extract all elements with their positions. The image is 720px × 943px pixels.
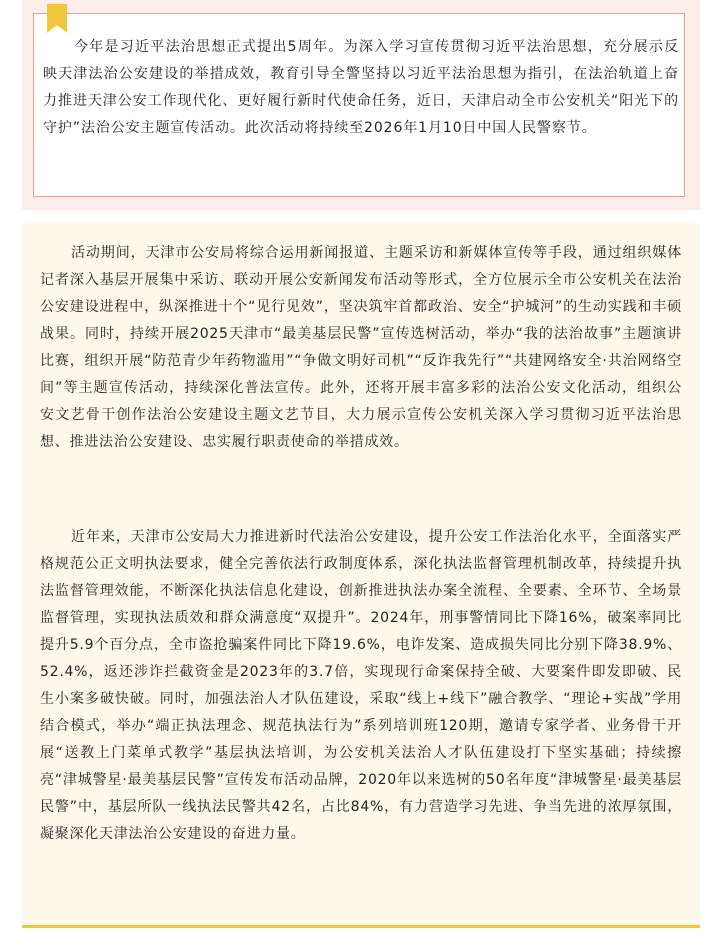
- intro-paragraph: 今年是习近平法治思想正式提出5周年。为深入学习宣传贯彻习近平法治思想，充分展示反映天津法治公安建设的举措成效，教育引导全警坚持以习近平法治思想为指引，在法治轨道上奋力推进天津公安工作现代化、更好履行新时代使命任务，近日，天津启动全市公安机关“阳光下的守护”法治公安主题宣传活动。此次活动将持续至2026年1月10日中国人民警察节。: [43, 39, 679, 136]
- bottom-divider: [22, 925, 700, 928]
- body-paragraph-activities: 活动期间，天津市公安局将综合运用新闻报道、主题采访和新媒体宣传等手段，通过组织媒体记者深入基层开展集中采访、联动开展公安新闻发布活动等形式，全方位展示全市公安机关在法治公安建设进程中，纵深推进十个“见行见效”，坚决筑牢首都政治、安全“护城河”的生动实践和丰硕战果。同时，持续开展2025天津市“最美基层民警”宣传选树活动，举办“我的法治故事”主题演讲比赛，组织开展“防范青少年药物滥用”“争做文明好司机”“反诈我先行”“共建网络安全·共治网络空间”等主题宣传活动，持续深化普法宣传。此外，还将开展丰富多彩的法治公安文化活动，组织公安文艺骨干创作法治公安建设主题文艺节目，大力展示宣传公安机关深入学习贯彻习近平法治思想、推进法治公安建设、忠实履行职责使命的举措成效。: [40, 245, 682, 450]
- body-paragraph-achievements: 近年来，天津市公安局大力推进新时代法治公安建设，提升公安工作法治化水平，全面落实严格规范公正文明执法要求，健全完善依法行政制度体系，深化执法监督管理机制改革，持续提升执法监督管理效能，不断深化执法信息化建设，创新推进执法办案全流程、全要素、全环节、全场景监督管理，实现执法质效和群众满意度“双提升”。2024年，刑事警情同比下降16%，破案率同比提升5.9个百分点，全市盗抢骗案件同比下降19.6%，电诈发案、造成损失同比分别下降38.9%、52.4%，返还涉诈拦截资金是2023年的3.7倍，实现现行命案保持全破、大要案件即发即破、民生小案多破快破。同时，加强法治人才队伍建设，采取“线上+线下”融合教学、“理论+实战”学用结合模式，举办“端正执法理念、规范执法行为”系列培训班120期，邀请专家学者、业务骨干开展“送教上门菜单式教学”基层执法培训，为公安机关法治人才队伍建设打下坚实基础；持续擦亮“津城警星·最美基层民警”宣传发布活动品牌，2020年以来选树的50名年度“津城警星·最美基层民警”中，基层所队一线执法民警共42名，占比84%，有力营造学习先进、争当先进的浓厚氛围，凝聚深化天津法治公安建设的奋进力量。: [40, 529, 682, 842]
- bookmark-icon: [47, 4, 67, 33]
